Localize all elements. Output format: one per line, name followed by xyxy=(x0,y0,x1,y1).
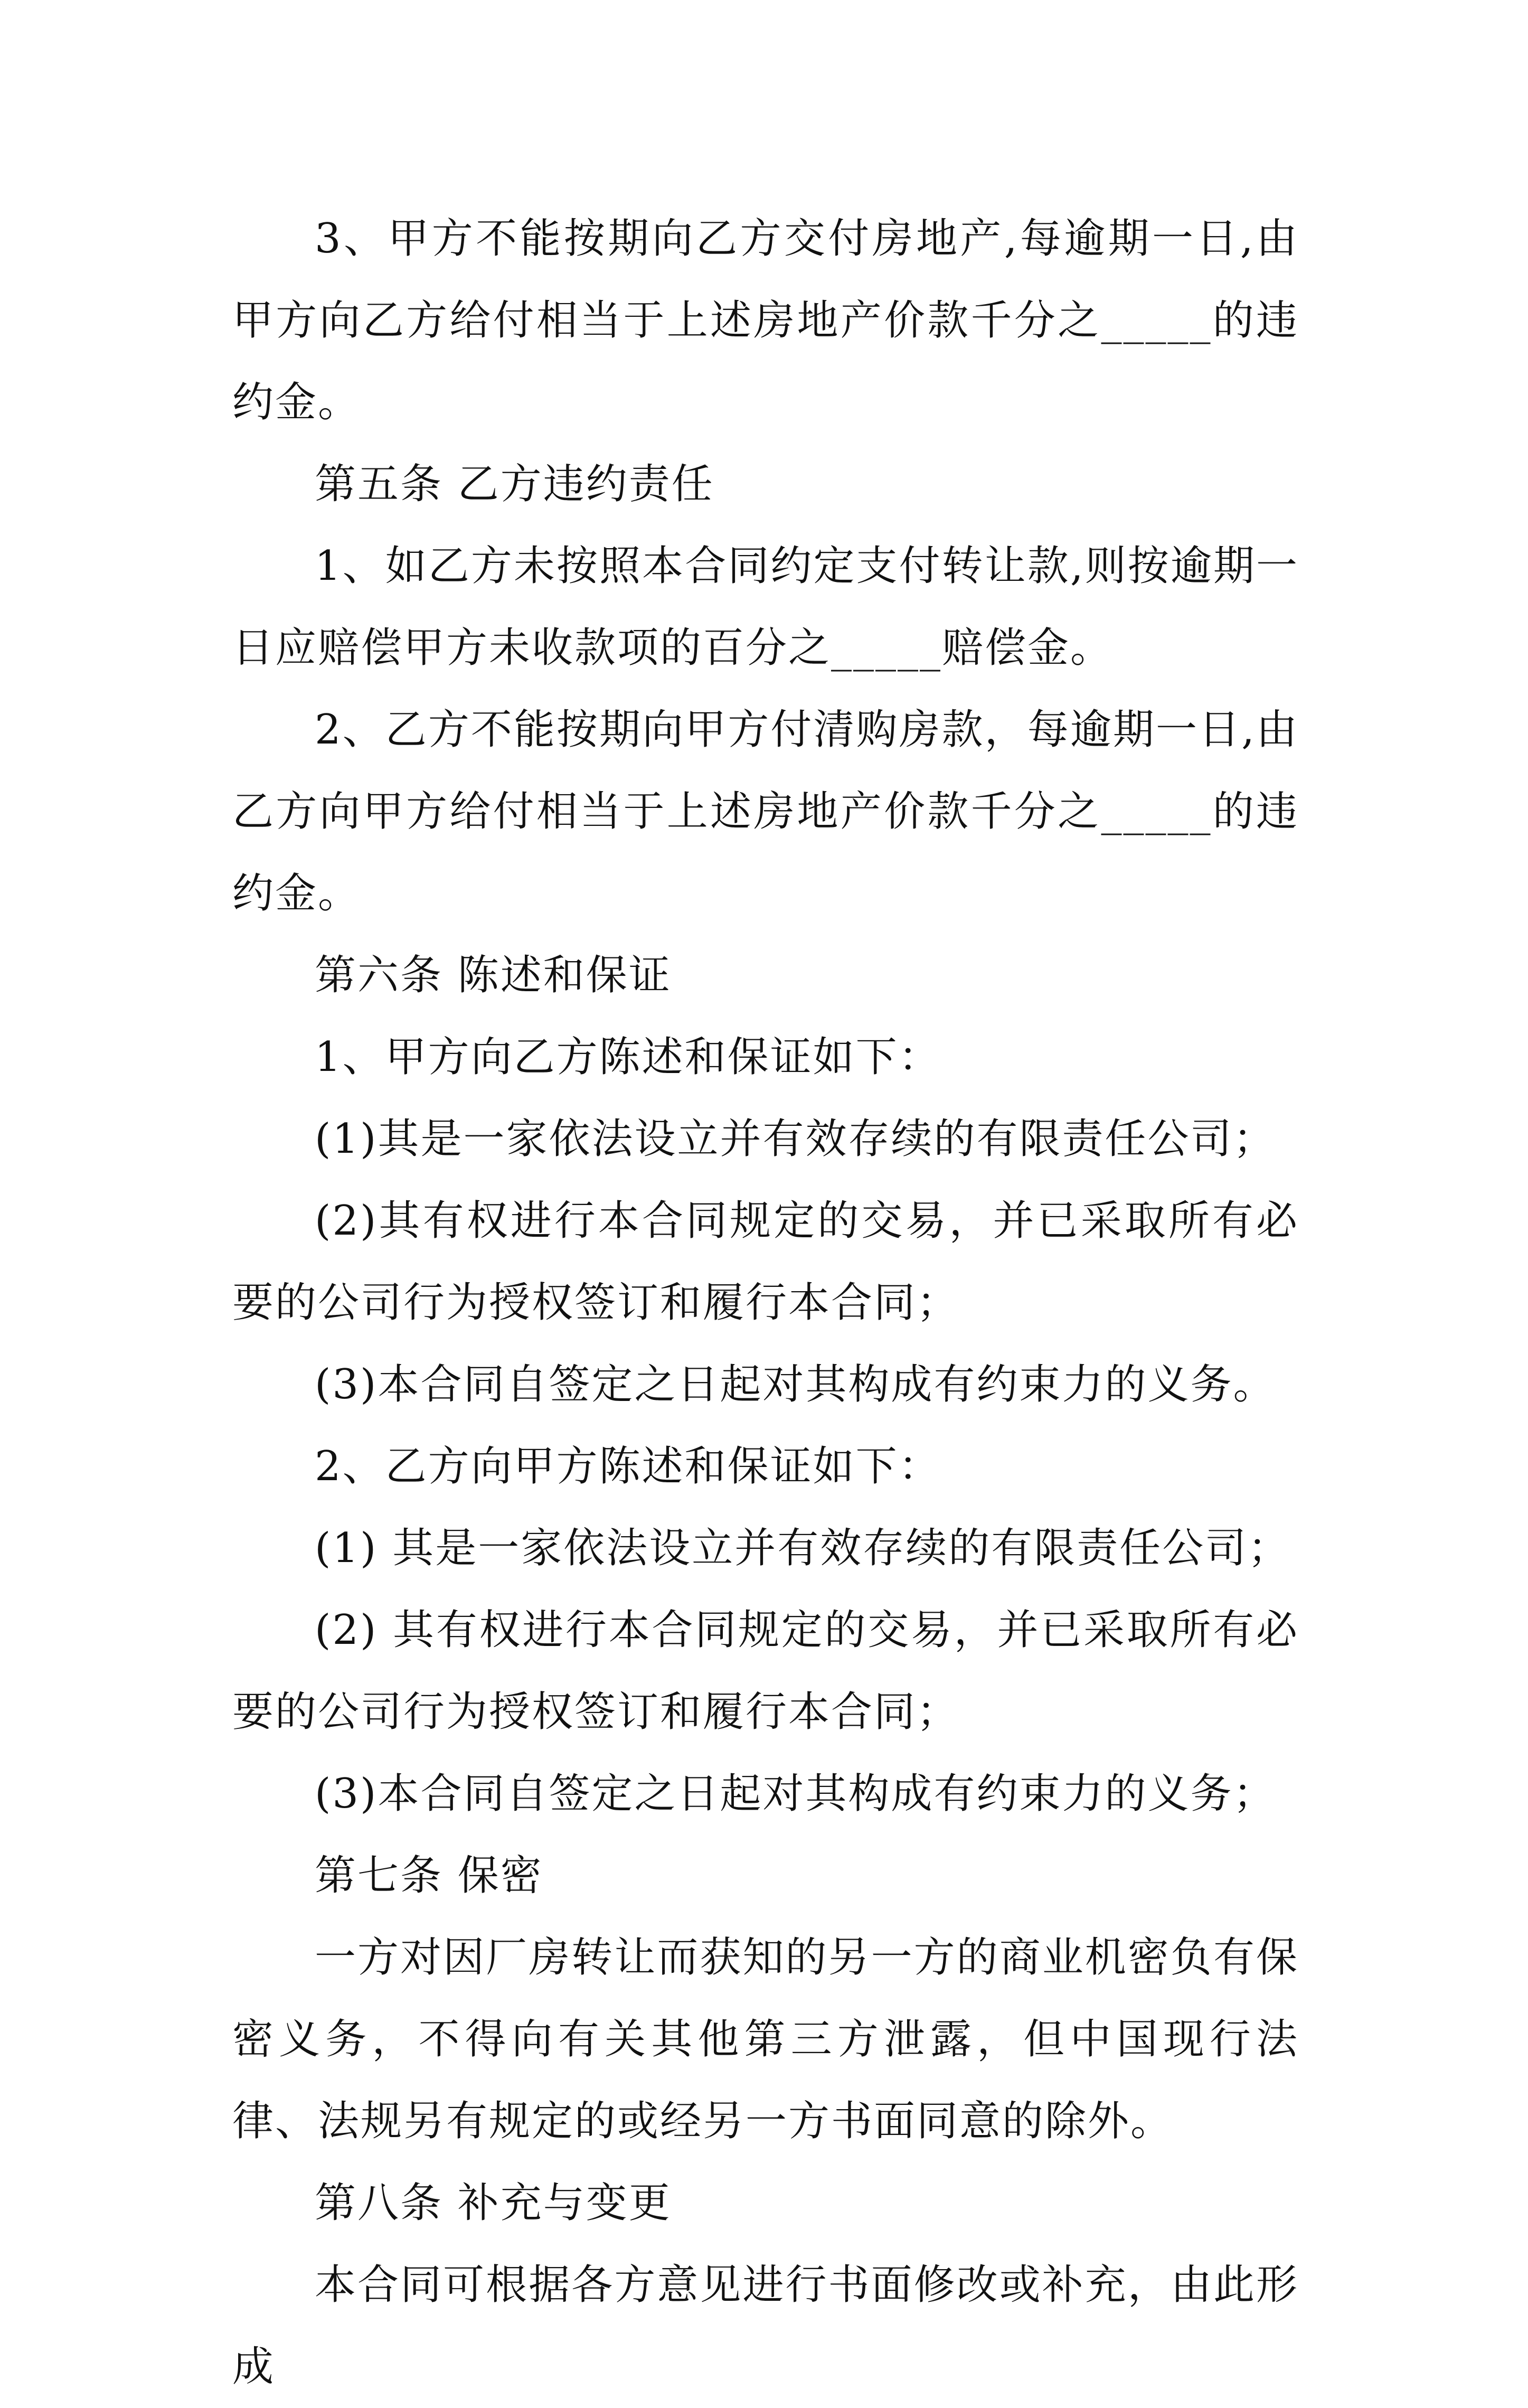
paragraph-item-6-2-1: (1) 其是一家依法设立并有效存续的有限责任公司； xyxy=(315,1525,1291,1572)
paragraph-item-6-1-1: (1)其是一家依法设立并有效存续的有限责任公司； xyxy=(315,1115,1276,1163)
heading-article-5: 第五条 乙方违约责任 xyxy=(315,460,714,508)
paragraph-amendment: 本合同可根据各方意见进行书面修改或补充，由此形成 xyxy=(232,2261,1299,2391)
heading-article-8: 第八条 补充与变更 xyxy=(315,2179,672,2227)
heading-article-6: 第六条 陈述和保证 xyxy=(315,952,672,999)
paragraph-confidentiality: 一方对因厂房转让而获知的另一方的商业机密负有保密义务，不得向有关其他第三方泄露，但中国现行法律、法规另有规定的或经另一方书面同意的除外。 xyxy=(232,1934,1299,2145)
paragraph-item-6-1-2: (2)其有权进行本合同规定的交易，并已采取所有必要的公司行为授权签订和履行本合同； xyxy=(232,1197,1299,1327)
paragraph-clause-6-2: 2、乙方向甲方陈述和保证如下： xyxy=(315,1443,941,1490)
document-body xyxy=(232,198,1299,2408)
paragraph-clause-5-1: 1、如乙方未按照本合同约定支付转让款,则按逾期一日应赔偿甲方未收款项的百分之_____赔偿金。 xyxy=(232,542,1299,672)
paragraph-item-6-2-2: (2) 其有权进行本合同规定的交易，并已采取所有必要的公司行为授权签订和履行本合同； xyxy=(232,1606,1299,1736)
paragraph-clause-4-3: 3、甲方不能按期向乙方交付房地产,每逾期一日,由甲方向乙方给付相当于上述房地产价款千分之_____的违约金。 xyxy=(232,215,1299,426)
paragraph-item-6-2-3: (3)本合同自签定之日起对其构成有约束力的义务； xyxy=(315,1770,1276,1818)
paragraph-item-6-1-3: (3)本合同自签定之日起对其构成有约束力的义务。 xyxy=(315,1361,1276,1408)
heading-article-7: 第七条 保密 xyxy=(315,1852,543,1899)
paragraph-clause-5-2: 2、乙方不能按期向甲方付清购房款，每逾期一日,由乙方向甲方给付相当于上述房地产价款千分之_____的违约金。 xyxy=(232,706,1299,917)
paragraph-clause-6-1: 1、甲方向乙方陈述和保证如下： xyxy=(315,1033,941,1081)
